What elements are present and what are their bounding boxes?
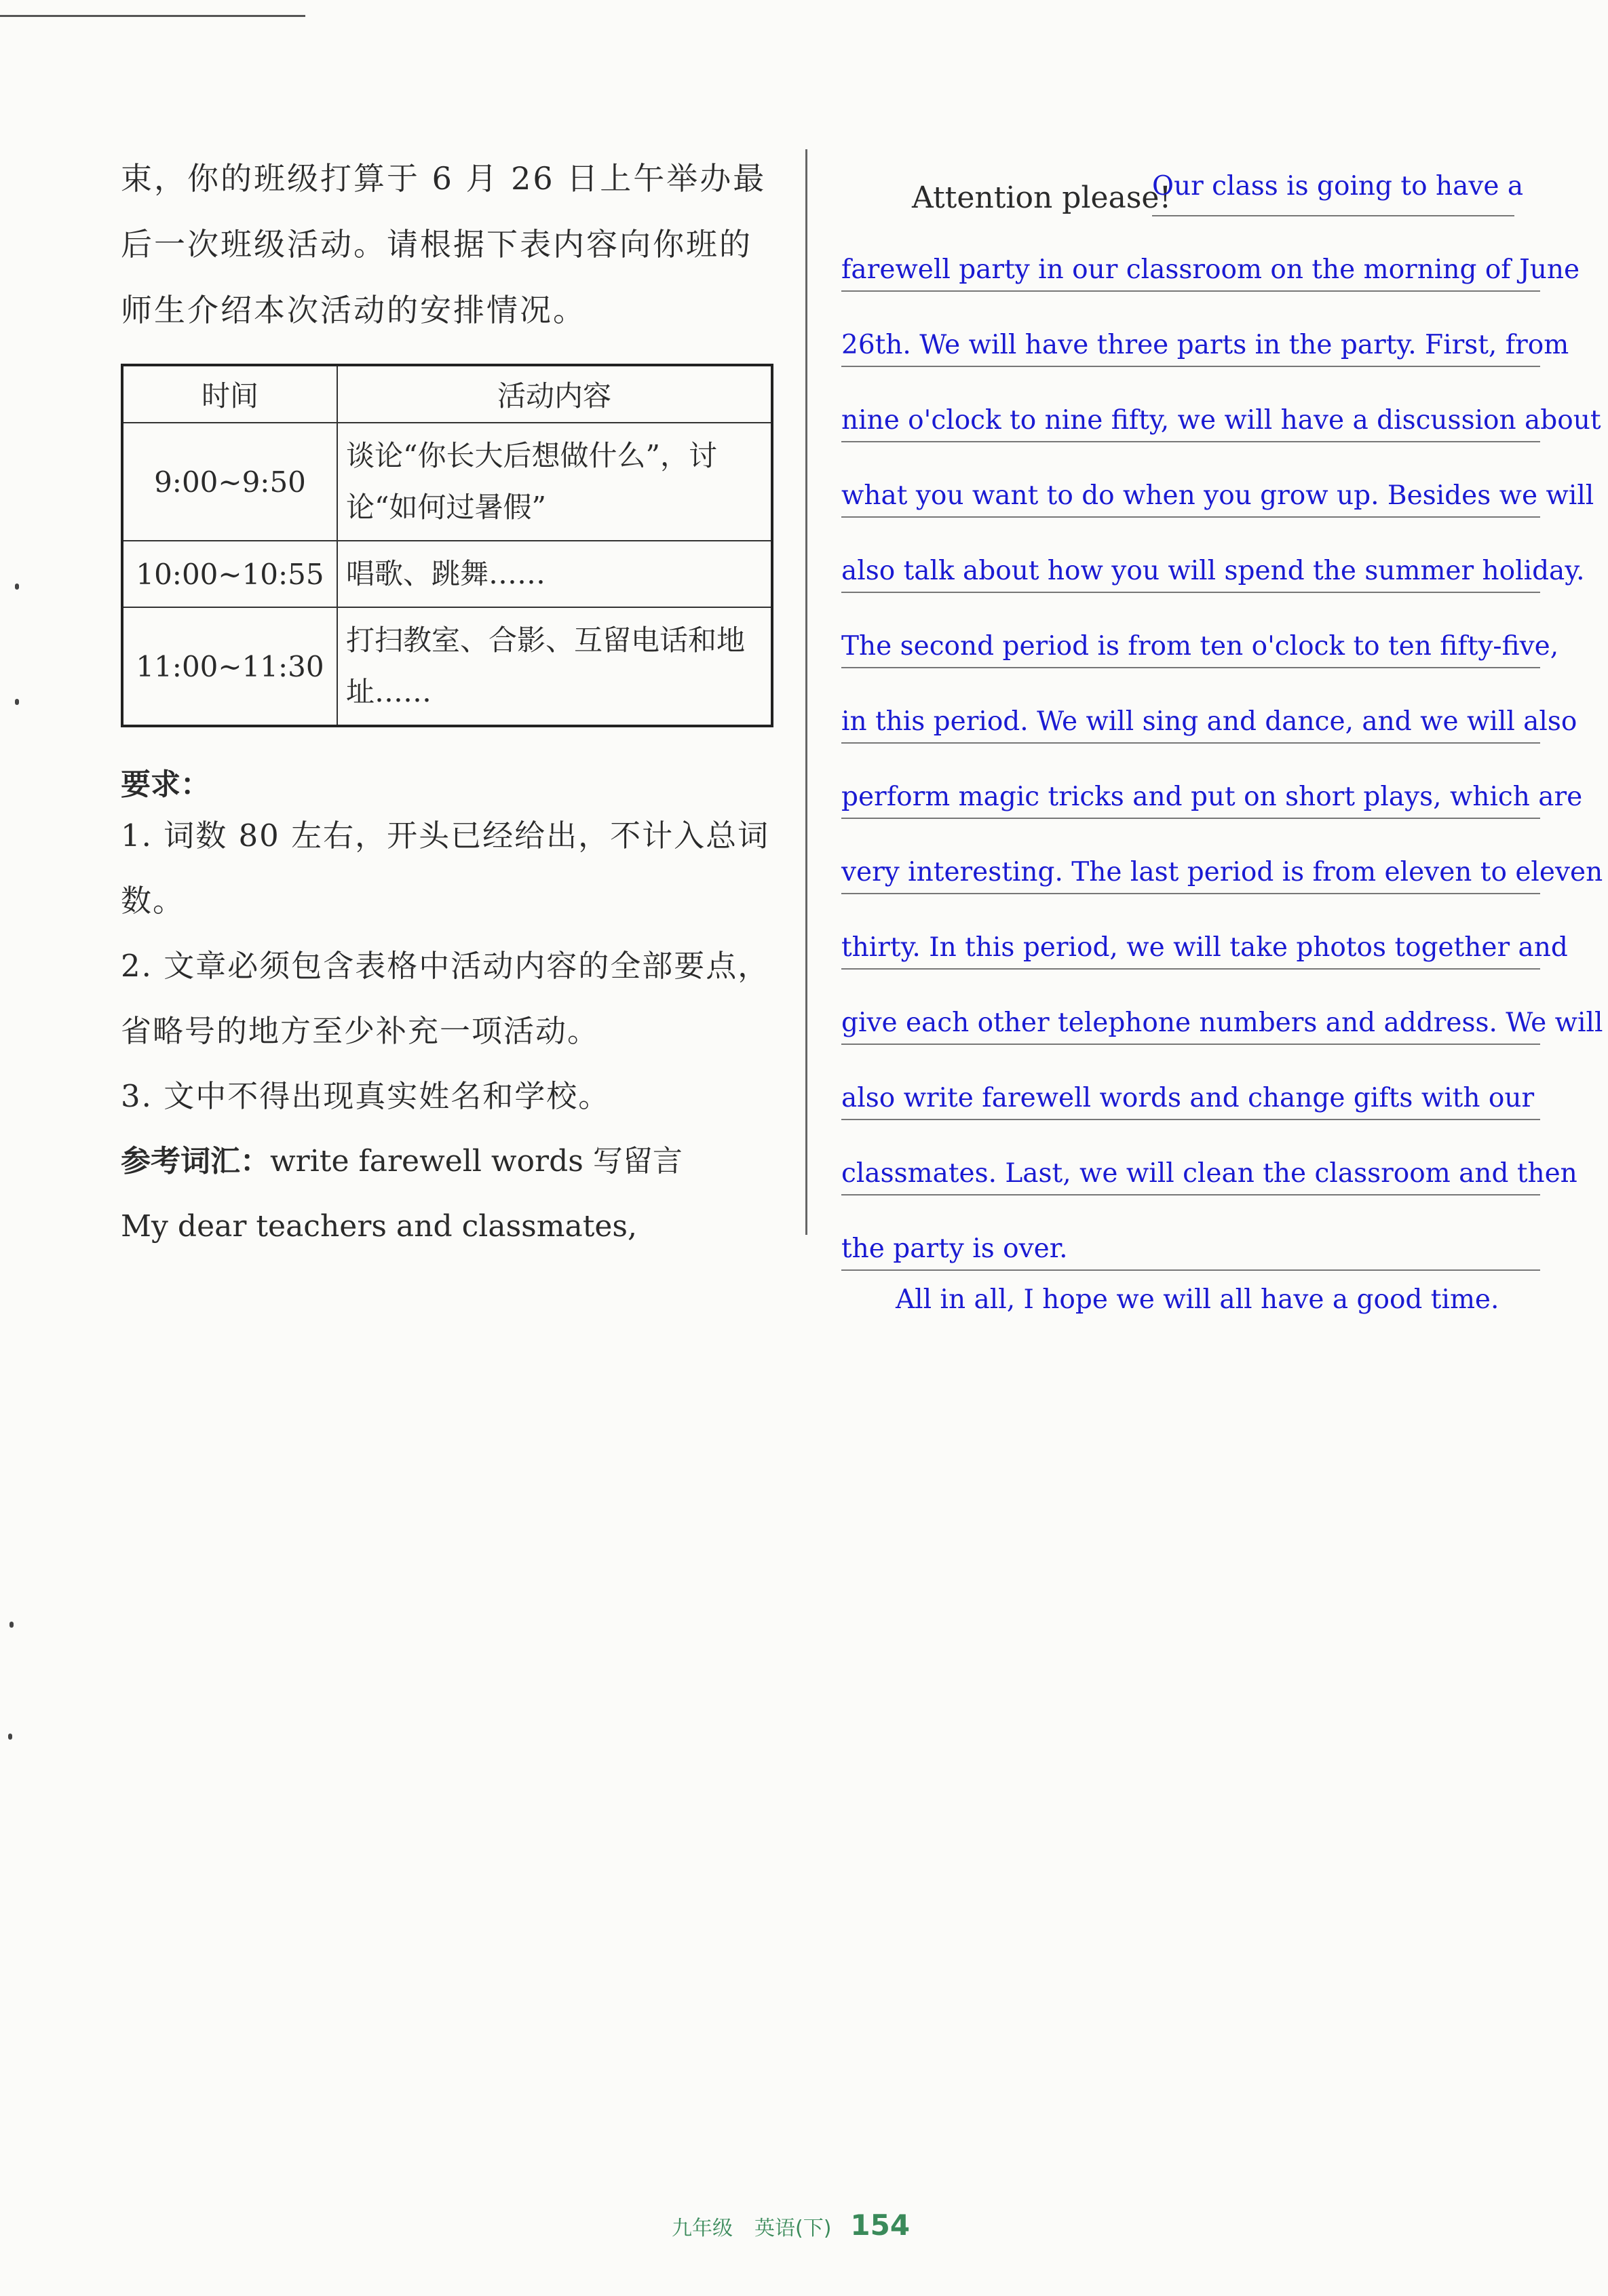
- answer-line: [841, 819, 1603, 894]
- requirement-item: 1. 词数 80 左右，开头已经给出，不计入总词数。: [121, 818, 770, 919]
- answer-text: thirty. In this period, we will take photos together and: [841, 932, 1568, 963]
- footer-subject: 英语(下): [754, 2217, 832, 2240]
- table-row: [122, 541, 772, 607]
- answer-line: [841, 518, 1585, 593]
- answer-text: Our class is going to have a: [1152, 171, 1524, 202]
- row-time: 11:00~11:30: [122, 607, 337, 726]
- answer-line: [841, 894, 1568, 970]
- answer-text: The second period is from ten o'clock to ten fifty-five,: [841, 631, 1559, 662]
- answer-text: very interesting. The last period is from eleven to eleven: [841, 857, 1603, 887]
- answer-text: in this period. We will sing and dance, and we will also: [841, 706, 1577, 737]
- vocab-label: 参考词汇：: [121, 1144, 270, 1179]
- row-activity: 打扫教室、合影、互留电话和地址……: [337, 607, 772, 726]
- greeting: My dear teachers and classmates,: [121, 1209, 637, 1244]
- footer-grade: 九年级: [672, 2217, 733, 2240]
- row-activity: 唱歌、跳舞……: [337, 541, 772, 607]
- answer-line: [841, 367, 1601, 442]
- closing-sentence: All in all, I hope we will all have a good time.: [896, 1284, 1499, 1315]
- table-header-row: [122, 365, 772, 423]
- answer-line: [841, 668, 1577, 744]
- row-time: 10:00~10:55: [122, 541, 337, 607]
- answer-text: what you want to do when you grow up. Besides we will: [841, 480, 1594, 511]
- answer-column: [841, 142, 1603, 1315]
- answer-text: nine o'clock to nine fifty, we will have a discussion about: [841, 405, 1601, 436]
- task-intro: 束，你的班级打算于 6 月 26 日上午举办最后一次班级活动。请根据下表内容向你班的师生介绍本次活动的安排情况。: [121, 160, 767, 328]
- margin-mark: [15, 699, 19, 705]
- answer-text: farewell party in our classroom on the morning of June: [841, 254, 1580, 285]
- answer-line: [841, 1195, 1540, 1271]
- answer-text: give each other telephone numbers and address. We will: [841, 1008, 1603, 1038]
- answer-line: [841, 1045, 1540, 1120]
- margin-mark: [9, 1622, 14, 1628]
- answer-text: perform magic tricks and put on short plays, which are: [841, 782, 1583, 812]
- answer-line: [841, 216, 1580, 292]
- attention-lead: Attention please!: [912, 180, 1172, 215]
- answer-line: [841, 442, 1594, 518]
- header-time: 时间: [122, 365, 337, 423]
- requirements-title: 要求：: [121, 767, 210, 802]
- answer-line: [841, 744, 1583, 819]
- requirement-item: 3. 文中不得出现真实姓名和学校。: [121, 1078, 611, 1114]
- answer-line: [841, 142, 1540, 216]
- answer-text: also write farewell words and change gifts with our: [841, 1083, 1535, 1113]
- top-rule: [0, 15, 305, 17]
- left-column: [121, 146, 776, 1259]
- answer-line: [841, 593, 1559, 668]
- header-activity: 活动内容: [337, 365, 772, 423]
- answer-line: [841, 292, 1569, 367]
- reference-vocab: [121, 1129, 776, 1194]
- schedule-table: [121, 364, 773, 727]
- page-number: 154: [850, 2208, 911, 2242]
- requirement-item: 2. 文章必须包含表格中活动内容的全部要点，省略号的地方至少补充一项活动。: [121, 948, 770, 1049]
- page-footer: [672, 2208, 910, 2242]
- answer-line: [841, 970, 1603, 1045]
- margin-mark: [8, 1734, 12, 1740]
- column-divider: [805, 149, 807, 1235]
- table-row: [122, 607, 772, 726]
- row-activity: 谈论“你长大后想做什么”，讨论“如何过暑假”: [337, 423, 772, 541]
- answer-text: classmates. Last, we will clean the classroom and then: [841, 1158, 1577, 1189]
- row-time: 9:00~9:50: [122, 423, 337, 541]
- margin-mark: [15, 583, 19, 590]
- table-row: [122, 423, 772, 541]
- answer-text: the party is over.: [841, 1233, 1068, 1264]
- answer-text: 26th. We will have three parts in the party. First, from: [841, 330, 1569, 360]
- vocab-text: write farewell words 写留言: [270, 1144, 683, 1179]
- answer-text: also talk about how you will spend the summer holiday.: [841, 556, 1585, 586]
- answer-line: [841, 1120, 1577, 1195]
